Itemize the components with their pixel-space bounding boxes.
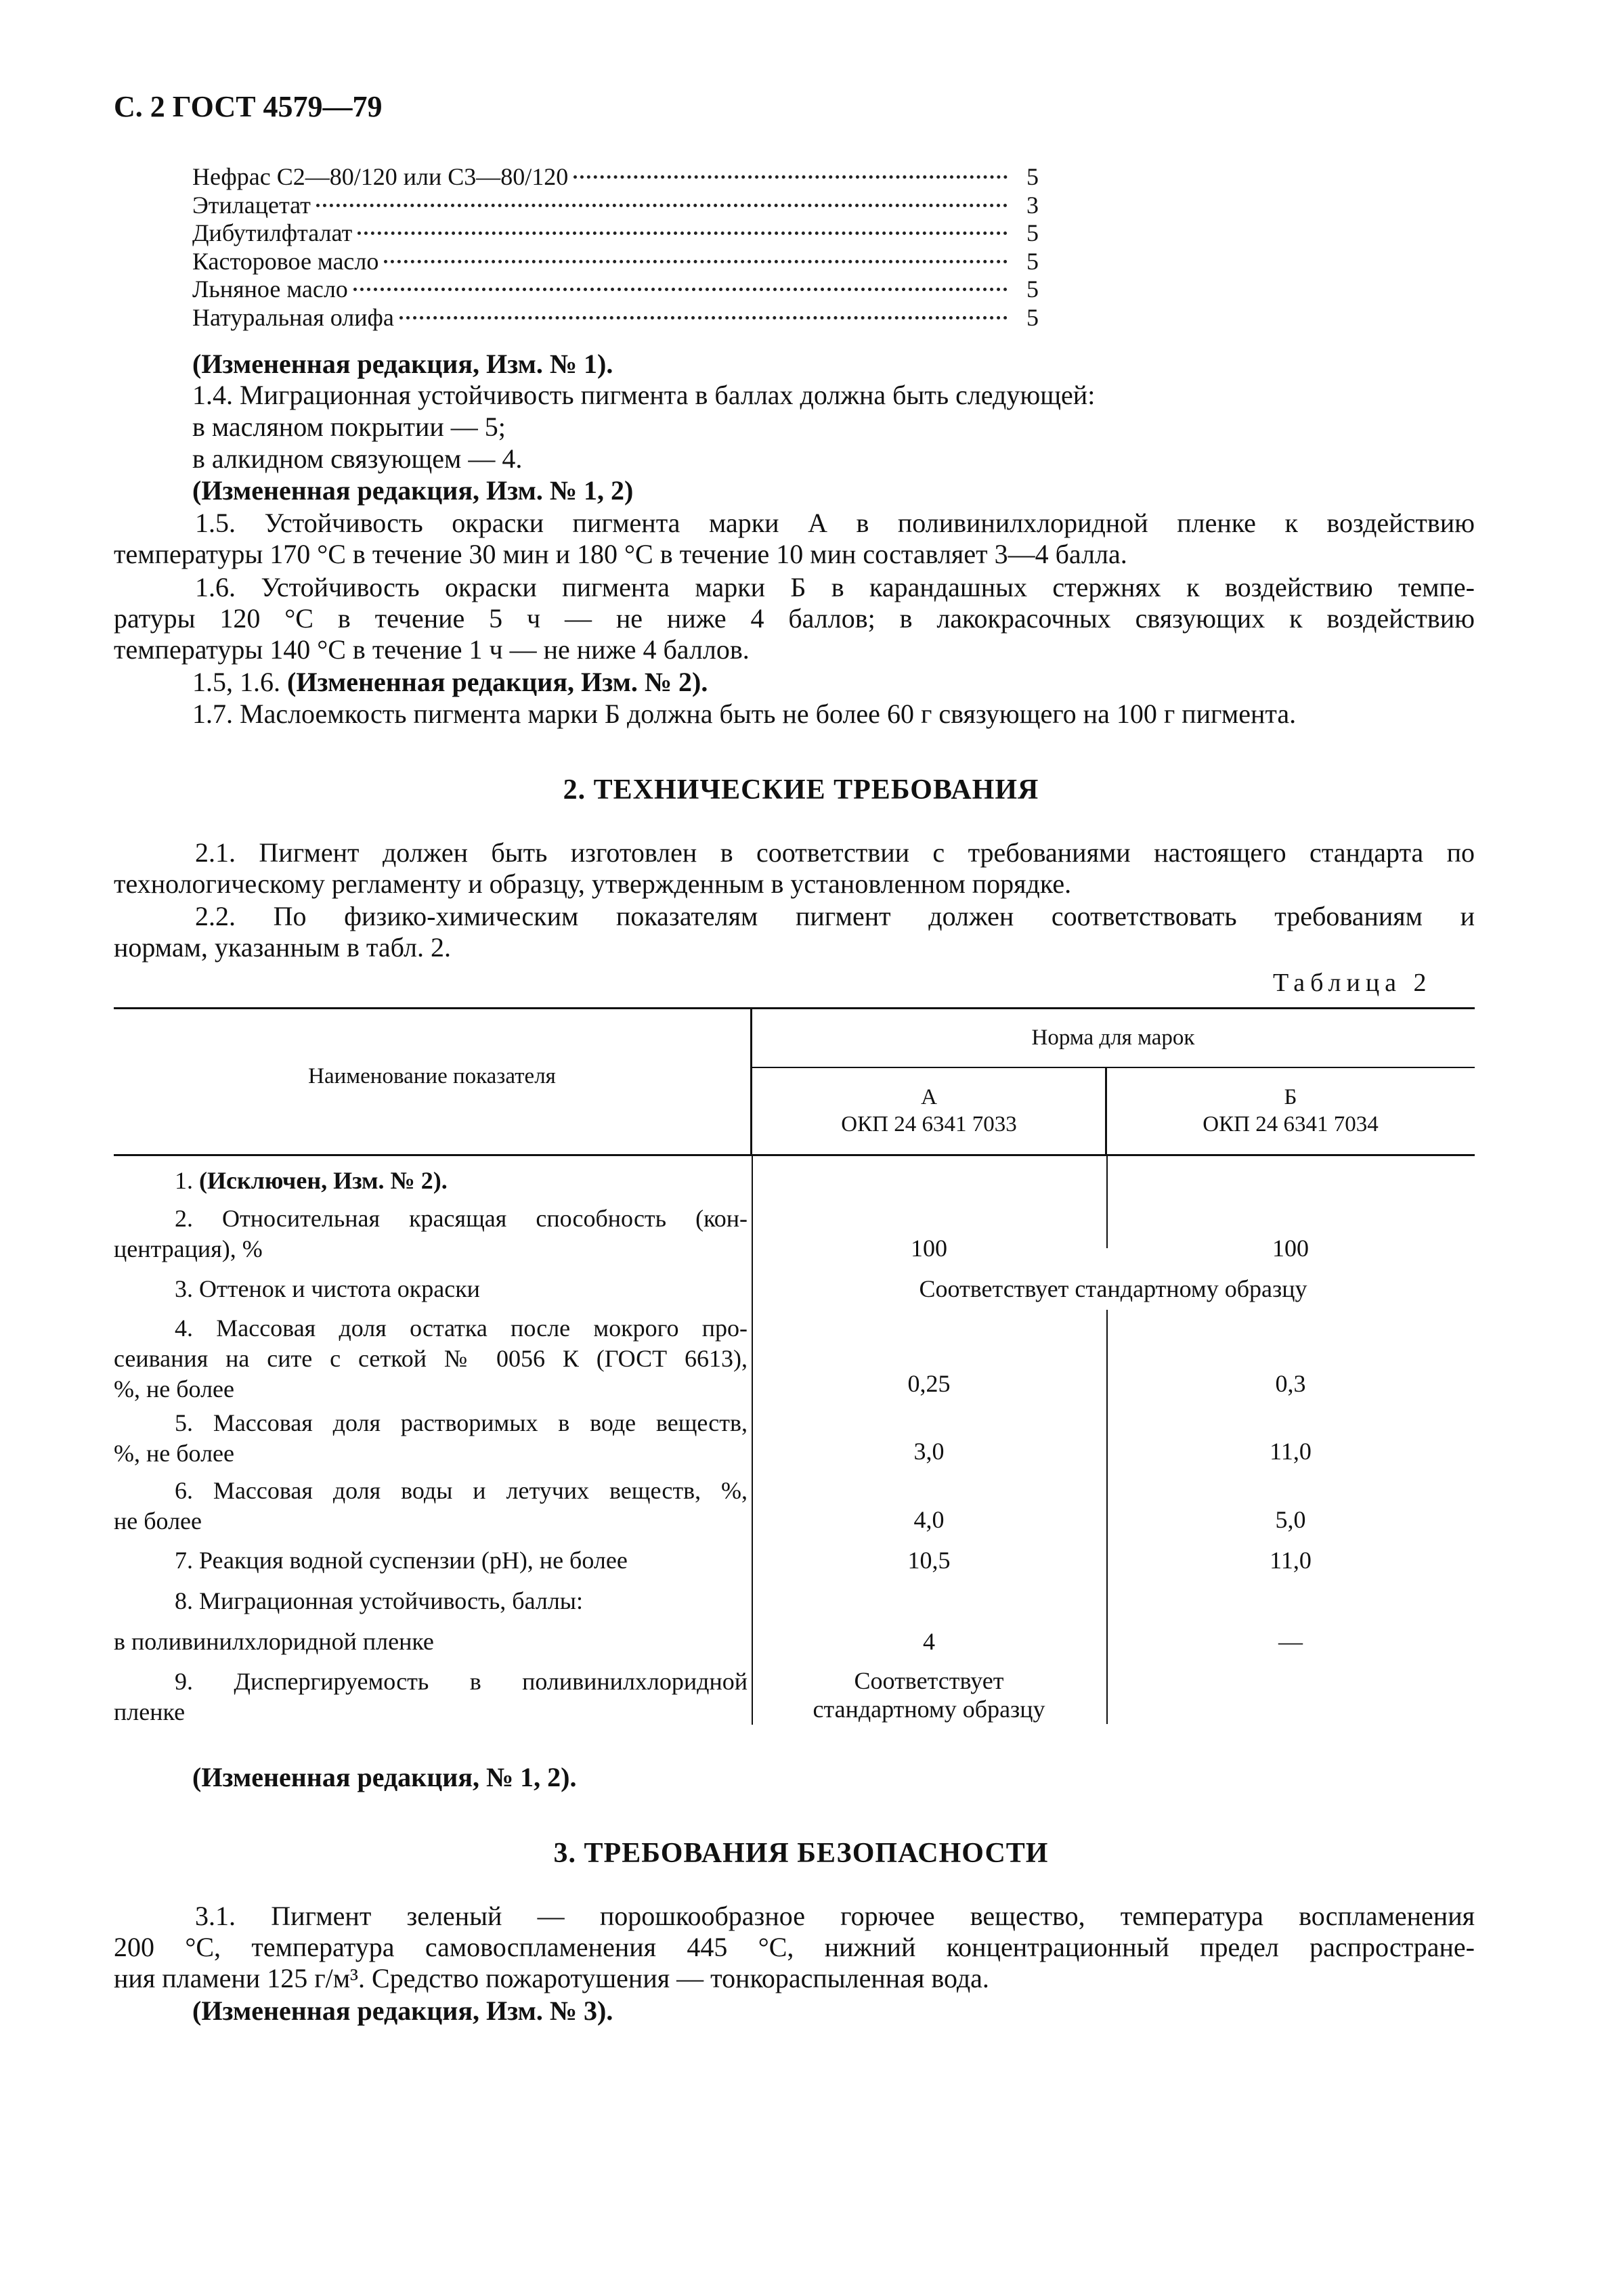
list-item-name: Дибутилфталат	[192, 219, 353, 247]
edit-note	[192, 667, 708, 698]
table-row-name	[114, 1476, 748, 1537]
table-cell: 0,25	[907, 1370, 951, 1397]
paragraph-1-4-item: в алкидном связующем — 4.	[192, 443, 523, 474]
table-cell: 0,3	[1275, 1370, 1306, 1397]
table-row-name: 3. Оттенок и чистота окраски	[175, 1275, 480, 1302]
text-line: ния пламени 125 г/м³. Средство пожаротушения — тонкораспыленная вода.	[114, 1963, 989, 1993]
text-line: 4. Массовая доля остатка после мокрого про-	[175, 1315, 748, 1342]
paragraph-1-6	[114, 572, 1475, 665]
table-header-name: Наименование показателя	[308, 1064, 556, 1088]
text-line: 3.1. Пигмент зеленый — порошкообразное горючее вещество, температура воспламенения	[195, 1901, 1475, 1931]
row-text: (Исключен, Изм. № 2).	[199, 1167, 448, 1194]
text-line: технологическому регламенту и образцу, утвержденным в установленном порядке.	[114, 868, 1072, 899]
leader-dots	[384, 260, 1008, 263]
table-cell: 100	[911, 1235, 947, 1262]
paragraph-2-2	[114, 901, 1475, 963]
table-row-name	[114, 1313, 748, 1405]
table-header-a: А	[921, 1085, 937, 1109]
leader-dots	[358, 231, 1008, 235]
table-cell	[752, 1666, 1106, 1723]
leader-dots	[316, 204, 1008, 207]
cell-line: стандартному образцу	[813, 1696, 1045, 1723]
table-cell: 5,0	[1275, 1506, 1306, 1533]
table-header-divider	[752, 1067, 1475, 1068]
list-item-name: Льняное масло	[192, 275, 348, 303]
table-header-rule	[114, 1154, 1475, 1156]
list-item-value: 5	[1026, 275, 1039, 303]
text-line: %, не более	[114, 1375, 234, 1403]
paragraph-1-5	[114, 508, 1475, 570]
table-cell: 11,0	[1270, 1547, 1312, 1574]
solvent-list	[192, 162, 1039, 332]
table-cell: 4,0	[913, 1506, 945, 1533]
paragraph-1-4-item: в масляном покрытии — 5;	[192, 412, 506, 442]
list-item	[192, 303, 1039, 332]
table-row	[175, 1166, 448, 1195]
paragraph-1-7: 1.7. Маслоемкость пигмента марки Б должна быть не более 60 г связующего на 100 г пигмента.	[192, 699, 1297, 729]
list-item-value: 3	[1026, 191, 1039, 219]
text-line: температуры 170 °С в течение 30 мин и 180 °С в течение 10 мин составляет 3—4 балла.	[114, 539, 1127, 569]
list-item-value: 5	[1026, 163, 1039, 190]
edit-note-prefix: 1.5, 1.6.	[192, 667, 287, 697]
text-line: 2. Относительная красящая способность (кон-	[175, 1205, 748, 1232]
text-line: 6. Массовая доля воды и летучих веществ, %,	[175, 1477, 748, 1504]
table-col-divider	[1105, 1067, 1107, 1154]
text-line: нормам, указанным в табл. 2.	[114, 932, 451, 963]
table-cell: Соответствует стандартному образцу	[919, 1275, 1307, 1302]
list-item	[192, 275, 1039, 303]
table-header-a-code: ОКП 24 6341 7033	[841, 1112, 1017, 1136]
paragraph-3-1	[114, 1901, 1475, 1994]
leader-dots	[573, 175, 1008, 179]
table-cell: 4	[923, 1628, 935, 1655]
list-item-name: Касторовое масло	[192, 247, 379, 275]
table-cell: 100	[1272, 1235, 1309, 1262]
cell-line: Соответствует	[854, 1667, 1004, 1694]
text-line: сеивания на сите с сеткой № 0056 К (ГОСТ 6613),	[114, 1345, 748, 1372]
leader-dots	[353, 288, 1008, 291]
edit-note: (Измененная редакция, Изм. № 1).	[192, 349, 613, 379]
table-row-name	[114, 1666, 748, 1727]
edit-note: (Измененная редакция, Изм. № 3).	[192, 1995, 613, 2026]
row-number: 1.	[175, 1167, 199, 1194]
text-line: температуры 140 °С в течение 1 ч — не ниже 4 баллов.	[114, 634, 750, 665]
text-line: %, не более	[114, 1440, 234, 1467]
text-line: центрация), %	[114, 1235, 263, 1262]
table-cell: 11,0	[1270, 1438, 1312, 1465]
table-cell: 10,5	[907, 1547, 951, 1574]
table-cell: 3,0	[913, 1438, 945, 1465]
table-row-name	[114, 1408, 748, 1469]
list-item	[192, 191, 1039, 219]
list-item-value: 5	[1026, 247, 1039, 275]
table-row-name: в поливинилхлоридной пленке	[114, 1628, 434, 1655]
edit-note-text: (Измененная редакция, Изм. № 2).	[287, 667, 708, 697]
list-item-name: Этилацетат	[192, 191, 311, 219]
paragraph-1-4: 1.4. Миграционная устойчивость пигмента в баллах должна быть следующей:	[192, 380, 1096, 410]
text-line: 5. Массовая доля растворимых в воде веществ,	[175, 1409, 748, 1436]
table-top-rule	[114, 1007, 1475, 1009]
text-line: 2.2. По физико-химическим показателям пигмент должен соответствовать требованиям и	[195, 901, 1475, 931]
paragraph-2-1	[114, 837, 1475, 900]
text-line: пленке	[114, 1698, 186, 1725]
page-header: С. 2 ГОСТ 4579—79	[114, 90, 383, 123]
table-caption: Таблица 2	[1273, 969, 1432, 997]
edit-note: (Измененная редакция, Изм. № 1, 2)	[192, 475, 634, 506]
text-line: не более	[114, 1507, 202, 1535]
text-line: 2.1. Пигмент должен быть изготовлен в соответствии с требованиями настоящего стандарта по	[195, 837, 1475, 868]
table-row-name	[114, 1204, 748, 1264]
table-header-b-code: ОКП 24 6341 7034	[1203, 1112, 1379, 1136]
table-header-b: Б	[1284, 1085, 1297, 1109]
section-title: 3. ТРЕБОВАНИЯ БЕЗОПАСНОСТИ	[553, 1838, 1049, 1869]
text-line: 9. Диспергируемость в поливинилхлоридной	[175, 1668, 748, 1695]
leader-dots	[399, 316, 1008, 319]
table-cell: —	[1278, 1628, 1303, 1655]
list-item	[192, 247, 1039, 275]
text-line: 1.5. Устойчивость окраски пигмента марки А в поливинилхлоридной пленке к воздействию	[195, 508, 1475, 538]
list-item	[192, 219, 1039, 247]
list-item-value: 5	[1026, 219, 1039, 247]
list-item-name: Натуральная олифа	[192, 303, 394, 331]
section-title: 2. ТЕХНИЧЕСКИЕ ТРЕБОВАНИЯ	[563, 774, 1039, 805]
text-line: 1.6. Устойчивость окраски пигмента марки Б в карандашных стержнях к воздействию темпе-	[195, 572, 1475, 602]
edit-note: (Измененная редакция, № 1, 2).	[192, 1762, 577, 1792]
table-row-name: 8. Миграционная устойчивость, баллы:	[175, 1587, 583, 1614]
list-item-value: 5	[1026, 303, 1039, 331]
text-line: 200 °С, температура самовоспламенения 445 °С, нижний концентрационный предел распростране-	[114, 1932, 1475, 1962]
list-item	[192, 162, 1039, 191]
table-header-norm: Норма для марок	[1031, 1025, 1195, 1050]
table-row-name: 7. Реакция водной суспензии (рН), не более	[175, 1547, 628, 1574]
list-item-name: Нефрас С2—80/120 или С3—80/120	[192, 163, 569, 190]
text-line: ратуры 120 °С в течение 5 ч — не ниже 4 баллов; в лакокрасочных связующих к воздействию	[114, 603, 1475, 634]
